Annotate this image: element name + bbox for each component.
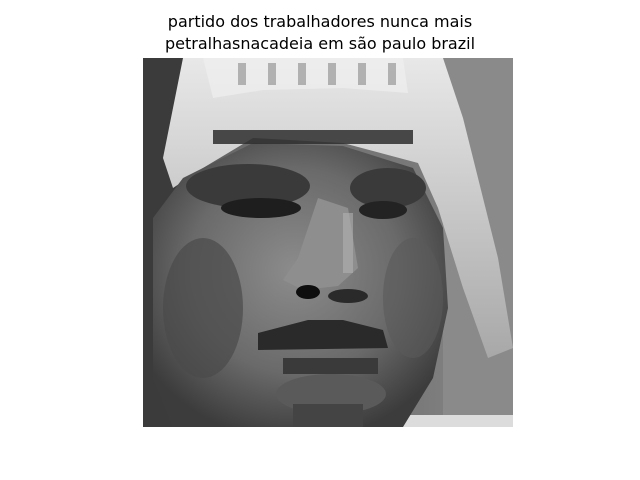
title-line-1: partido dos trabalhadores nunca mais <box>167 12 473 31</box>
nose-highlight <box>343 213 353 273</box>
face-image <box>143 58 513 427</box>
bottom-right-highlight <box>398 415 513 427</box>
image-title <box>0 11 640 55</box>
right-cheek-shadow <box>383 238 443 358</box>
left-cheek-shadow <box>163 238 243 378</box>
mouth-region <box>283 358 378 374</box>
forehead-band <box>213 130 413 144</box>
right-eye <box>359 201 407 219</box>
face-image-drawing <box>143 58 513 427</box>
left-nostril <box>296 285 320 299</box>
right-nostril <box>328 289 368 303</box>
left-eye <box>221 198 301 218</box>
chin-shadow <box>293 404 363 427</box>
title-line-2: petralhasnacadeia em são paulo brazil <box>164 34 476 53</box>
